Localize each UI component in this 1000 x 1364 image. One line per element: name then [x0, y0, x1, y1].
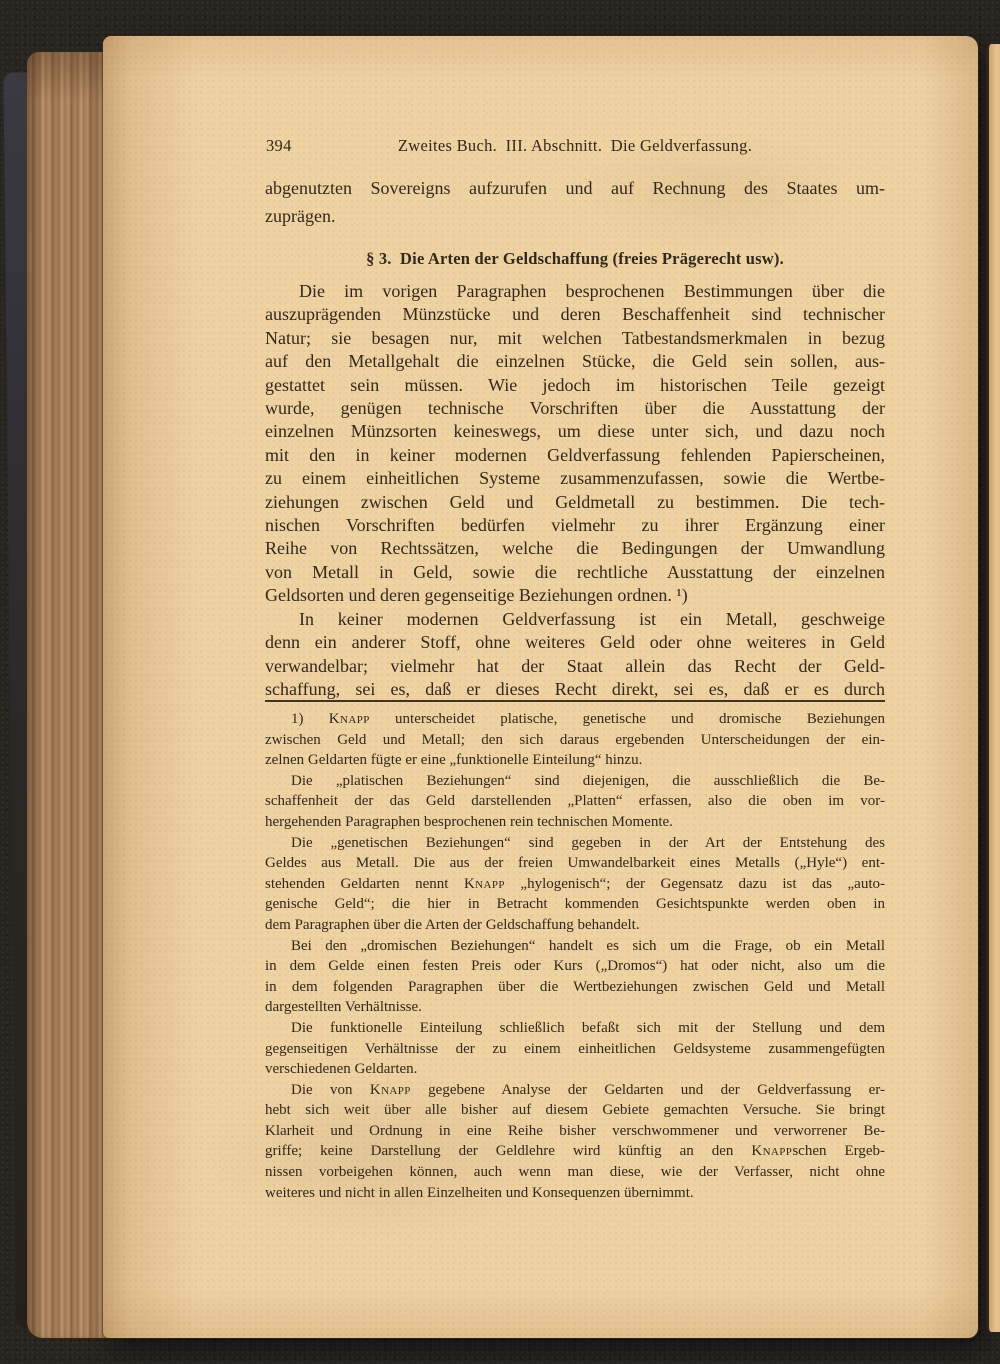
section-heading: § 3. Die Arten der Geldschaffung (freies Prägerecht usw).	[366, 249, 784, 268]
text-line: 1) Knapp unterscheidet platische, genetische und dromische Beziehungen	[291, 711, 886, 727]
body-text	[265, 280, 885, 701]
text-line: gestattet sein müssen. Wie jedoch im historischen Teile gezeigt	[265, 374, 885, 395]
text-line: ziehungen zwischen Geld und Geldmetall zu bestimmen. Die tech-	[265, 491, 885, 512]
text-line: Geldes aus Metall. Die aus der freien Umwandelbarkeit eines Metalls („Hyle“) ent-	[265, 855, 885, 872]
text-line: hebt sich weit über alle bisher auf diesem Gebiete gemachten Versuche. Sie bringt	[265, 1102, 885, 1119]
text-line: dem Paragraphen über die Arten der Geldschaffung behandelt.	[265, 916, 640, 933]
text-line: weiteres und nicht in allen Einzelheiten und Konsequenzen übernimmt.	[265, 1184, 694, 1201]
text-line: in dem folgenden Paragraphen über die Wertbeziehungen zwischen Geld und Metall	[265, 978, 885, 995]
text-line: gegenseitigen Verhältnisse der zu einem einheitlichen Geldsysteme zusammengefügten	[265, 1040, 885, 1057]
text-line: zu einem einheitlichen Systeme zusammenzufassen, sowie die Wertbe-	[265, 468, 885, 489]
small-caps-name: Knapp	[328, 711, 370, 727]
text-line: in dem Gelde einen festen Preis oder Kurs („Dromos“) hat oder nicht, also um die	[265, 958, 885, 975]
text-line: auszuprägenden Münzstücke und deren Beschaffenheit sind technischer	[265, 304, 885, 325]
text-line: verschiedenen Geldarten.	[265, 1061, 418, 1078]
footnote-separator-rule	[265, 700, 885, 702]
text-line: Die von Knapp gegebene Analyse der Geldarten und der Geldverfassung er-	[291, 1081, 885, 1098]
text-line: von Metall in Geld, sowie die rechtliche Ausstattung der einzelnen	[265, 561, 885, 582]
running-title: Zweites Buch. III. Abschnitt. Die Geldverfassung.	[397, 136, 753, 155]
text-line: abgenutzten Sovereigns aufzurufen und auf Rechnung des Staates um-	[265, 178, 885, 198]
book-page	[103, 36, 978, 1338]
text-line: dargestellten Verhältnisse.	[265, 999, 422, 1016]
text-line: In keiner modernen Geldverfassung ist ein Metall, geschweige	[299, 608, 885, 629]
page-number: 394	[266, 136, 292, 155]
text-line: Die funktionelle Einteilung schließlich befaßt sich mit der Stellung und dem	[291, 1019, 885, 1036]
text-line: Bei den „dromischen Beziehungen“ handelt es sich um die Frage, ob ein Metall	[291, 937, 885, 954]
text-line: Geldsorten und deren gegenseitige Beziehungen ordnen. ¹)	[265, 585, 688, 606]
body-paragraph-2	[265, 608, 885, 702]
text-line: denn ein anderer Stoff, ohne weiteres Geld oder ohne weiteres in Geld	[265, 632, 885, 653]
small-caps-name: Knapp	[369, 1081, 411, 1098]
small-caps-name: Knapp	[751, 1143, 793, 1160]
text-line: Die „genetischen Beziehungen“ sind gegeben in der Art der Entstehung des	[291, 834, 885, 851]
footnote-paragraph-4	[265, 936, 885, 1018]
body-paragraph-1	[265, 280, 885, 608]
small-caps-name: Knapp	[463, 875, 505, 892]
text-line: Natur; sie besagen nur, mit welchen Tatbestandsmerkmalen in bezug	[265, 327, 885, 348]
footnote-paragraph-6	[265, 1080, 885, 1204]
page-header	[265, 136, 885, 156]
text-line: griffe; keine Darstellung der Geldlehre wird künftig an den Knappschen Ergeb-	[265, 1143, 885, 1160]
text-line: schaffung, sei es, daß er dieses Recht direkt, sei es, daß er es durch	[265, 678, 885, 699]
text-line: zelnen Geldarten fügte er eine „funktionelle Einteilung“ hinzu.	[265, 752, 643, 769]
text-line: genische Geld“; die hier in Betracht kommenden Gesichtspunkte werden oben in	[265, 896, 885, 913]
text-line: Klarheit und Ordnung in eine Reihe bisher verschwommener und verworrener Be-	[265, 1122, 885, 1139]
text-line: Die „platischen Beziehungen“ sind diejenigen, die ausschließlich die Be-	[291, 772, 885, 789]
intro-paragraph-continuation	[265, 175, 885, 230]
text-line: wurde, genügen technische Vorschriften über die Ausstattung der	[265, 398, 885, 419]
text-line: nissen vorbeigehen können, auch wenn man diese, wie der Verfasser, nicht ohne	[265, 1164, 885, 1181]
page-content	[265, 36, 885, 1338]
footnote-text	[265, 709, 885, 1203]
text-line: mit den in keiner modernen Geldverfassung fehlenden Papierscheinen,	[265, 444, 885, 465]
text-line: stehenden Geldarten nennt Knapp „hylogenisch“; der Gegensatz dazu ist das „auto-	[265, 875, 885, 892]
text-line: verwandelbar; vielmehr hat der Staat allein das Recht der Geld-	[265, 655, 885, 676]
text-line: schaffenheit der das Geld darstellenden „Platten“ erfassen, also die oben im vor-	[265, 793, 885, 810]
footnote-paragraph-3	[265, 833, 885, 936]
text-line: auf den Metallgehalt die einzelnen Stücke, die Geld sein sollen, aus-	[265, 351, 885, 372]
next-page-edge	[986, 44, 1000, 1332]
text-line: zuprägen.	[265, 205, 336, 226]
text-line: nischen Vorschriften bedürfen vielmehr zu ihrer Ergänzung einer	[265, 515, 885, 536]
text-line: Reihe von Rechtssätzen, welche die Bedingungen der Umwandlung	[265, 538, 885, 559]
text-line: einzelnen Münzsorten keineswegs, um diese unter sich, und dazu noch	[265, 421, 885, 442]
footnote-paragraph-1	[265, 709, 885, 771]
text-line: hergehenden Paragraphen besprochenen rein technischen Momente.	[265, 813, 673, 830]
text-line: Die im vorigen Paragraphen besprochenen Bestimmungen über die	[299, 281, 885, 301]
intro-paragraph	[265, 175, 885, 230]
footnote-paragraph-5	[265, 1018, 885, 1080]
footnote-paragraph-2	[265, 771, 885, 833]
text-line: zwischen Geld und Metall; den sich daraus ergebenden Unterscheidungen der ein-	[265, 731, 885, 748]
